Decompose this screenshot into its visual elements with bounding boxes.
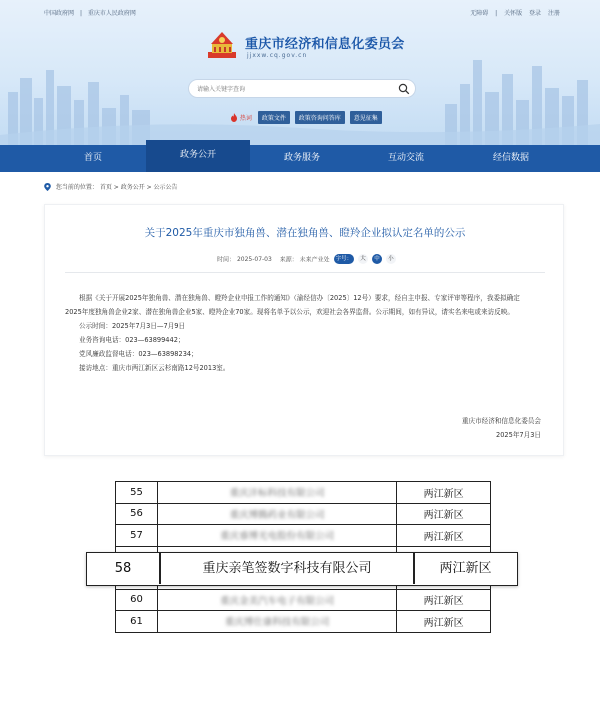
row-number: 61: [116, 611, 158, 633]
separator: |: [79, 10, 82, 17]
row-number: 58: [114, 561, 132, 576]
table-row: [116, 589, 491, 611]
district: 两江新区: [397, 611, 491, 633]
notice-period: 公示时间：2025年7月3日—7月9日: [79, 322, 186, 330]
font-size-small-button[interactable]: 小: [386, 254, 396, 264]
article-card: [44, 204, 564, 456]
company-name-blurred: 重庆博腾药业有限公司: [157, 503, 396, 525]
nav-gov-affairs-open[interactable]: 政务公开: [146, 140, 250, 172]
company-name: 重庆亲笔签数字科技有限公司: [202, 561, 372, 576]
source-value: 未来产业处: [299, 256, 330, 264]
publish-time: 2025-07-03: [236, 255, 272, 263]
company-name-blurred: 重庆金美汽车电子有限公司: [157, 589, 396, 611]
company-name-blurred: 重庆睿博光电股份有限公司: [157, 525, 396, 547]
district: 两江新区: [439, 561, 492, 576]
location-pin-icon: [44, 183, 51, 191]
signature: [462, 414, 541, 442]
row-number: 56: [116, 503, 158, 525]
hotword-policy-docs[interactable]: 政策文件: [258, 111, 290, 124]
font-size-large-button[interactable]: 大: [358, 254, 368, 264]
search-box[interactable]: [188, 79, 416, 98]
company-name-blurred: 重庆沣标科技有限公司: [157, 482, 396, 504]
time-label: 时间：: [217, 256, 236, 264]
article-body: [65, 291, 535, 375]
table-row: [116, 525, 491, 547]
breadcrumb-prefix: 您当前的位置：: [55, 184, 98, 191]
nav-economic-data[interactable]: 经信数据: [492, 153, 529, 163]
hot-words-label: 热词: [239, 115, 252, 122]
link-login[interactable]: 登录: [529, 10, 542, 17]
link-register[interactable]: 注册: [547, 10, 560, 17]
breadcrumb-path[interactable]: 首页 > 政务公开 > 公示公告: [99, 184, 178, 191]
nav-gov-services[interactable]: 政务服务: [283, 153, 320, 163]
top-utility-bar: [0, 6, 600, 20]
district: 两江新区: [397, 589, 491, 611]
article-title: 关于2025年重庆市独角兽、潜在独角兽、瞪羚企业拟认定名单的公示: [144, 227, 466, 239]
highlighted-table-row: [86, 552, 518, 586]
district: 两江新区: [397, 482, 491, 504]
separator: |: [495, 10, 498, 17]
header-banner: [0, 0, 600, 145]
link-care-mode[interactable]: 关怀版: [504, 10, 523, 17]
flame-icon: [230, 113, 238, 122]
breadcrumb: [44, 182, 178, 192]
signature-date: 2025年7月3日: [496, 431, 541, 439]
district: 两江新区: [397, 503, 491, 525]
link-cq-gov[interactable]: 重庆市人民政府网: [87, 10, 136, 17]
row-number: 57: [116, 525, 158, 547]
main-nav: [0, 145, 600, 172]
visit-address: 接访地点：重庆市两江新区云杉南路12号2013室。: [79, 364, 230, 372]
source-label: 来源：: [279, 256, 298, 264]
district: 两江新区: [397, 525, 491, 547]
divider: [65, 272, 545, 273]
nav-home[interactable]: 首页: [83, 153, 102, 163]
row-number: 60: [116, 589, 158, 611]
site-domain: jjxxw.cq.gov.cn: [247, 52, 308, 59]
national-emblem-icon: [205, 28, 239, 62]
supervision-phone: 党风廉政监督电话：023—63898234；: [79, 350, 198, 358]
search-icon[interactable]: [398, 83, 410, 95]
font-size-label-icon: 字号：: [335, 256, 353, 262]
font-size-medium-button[interactable]: 中: [372, 254, 382, 264]
row-number: 55: [116, 482, 158, 504]
hotword-opinion-collection[interactable]: 意见征集: [350, 111, 382, 124]
link-accessibility[interactable]: 无障碍: [470, 10, 489, 17]
table-row: [116, 482, 491, 504]
article-meta: [217, 254, 396, 266]
hotword-policy-qa[interactable]: 政策咨询问答库: [295, 111, 345, 124]
consult-phone: 业务咨询电话：023—63899442；: [79, 336, 185, 344]
company-name-blurred: 重庆博仕康科技有限公司: [157, 611, 396, 633]
nav-interaction[interactable]: 互动交流: [387, 153, 424, 163]
table-row: [116, 611, 491, 633]
link-gov-portal[interactable]: 中国政府网: [44, 10, 75, 17]
site-title: 重庆市经济和信息化委员会: [245, 37, 405, 52]
table-row: [116, 503, 491, 525]
site-logo[interactable]: [205, 28, 435, 64]
article-paragraph: 根据《关于开展2025年独角兽、潜在独角兽、瞪羚企业申报工作的通知》（渝经信办〔2025〕12号）要求，经自主申报、专家评审等程序，我委拟确定2025年度独角兽企业2家、潜在独角兽企业5家、瞪羚企业70家。现将名单予以公示，欢迎社会各界监督。公示期间，如有异议，请实名来电或来访反映。: [65, 294, 520, 316]
search-input[interactable]: [197, 83, 387, 95]
hot-words: [230, 111, 385, 123]
signature-org: 重庆市经济和信息化委员会: [461, 417, 541, 425]
